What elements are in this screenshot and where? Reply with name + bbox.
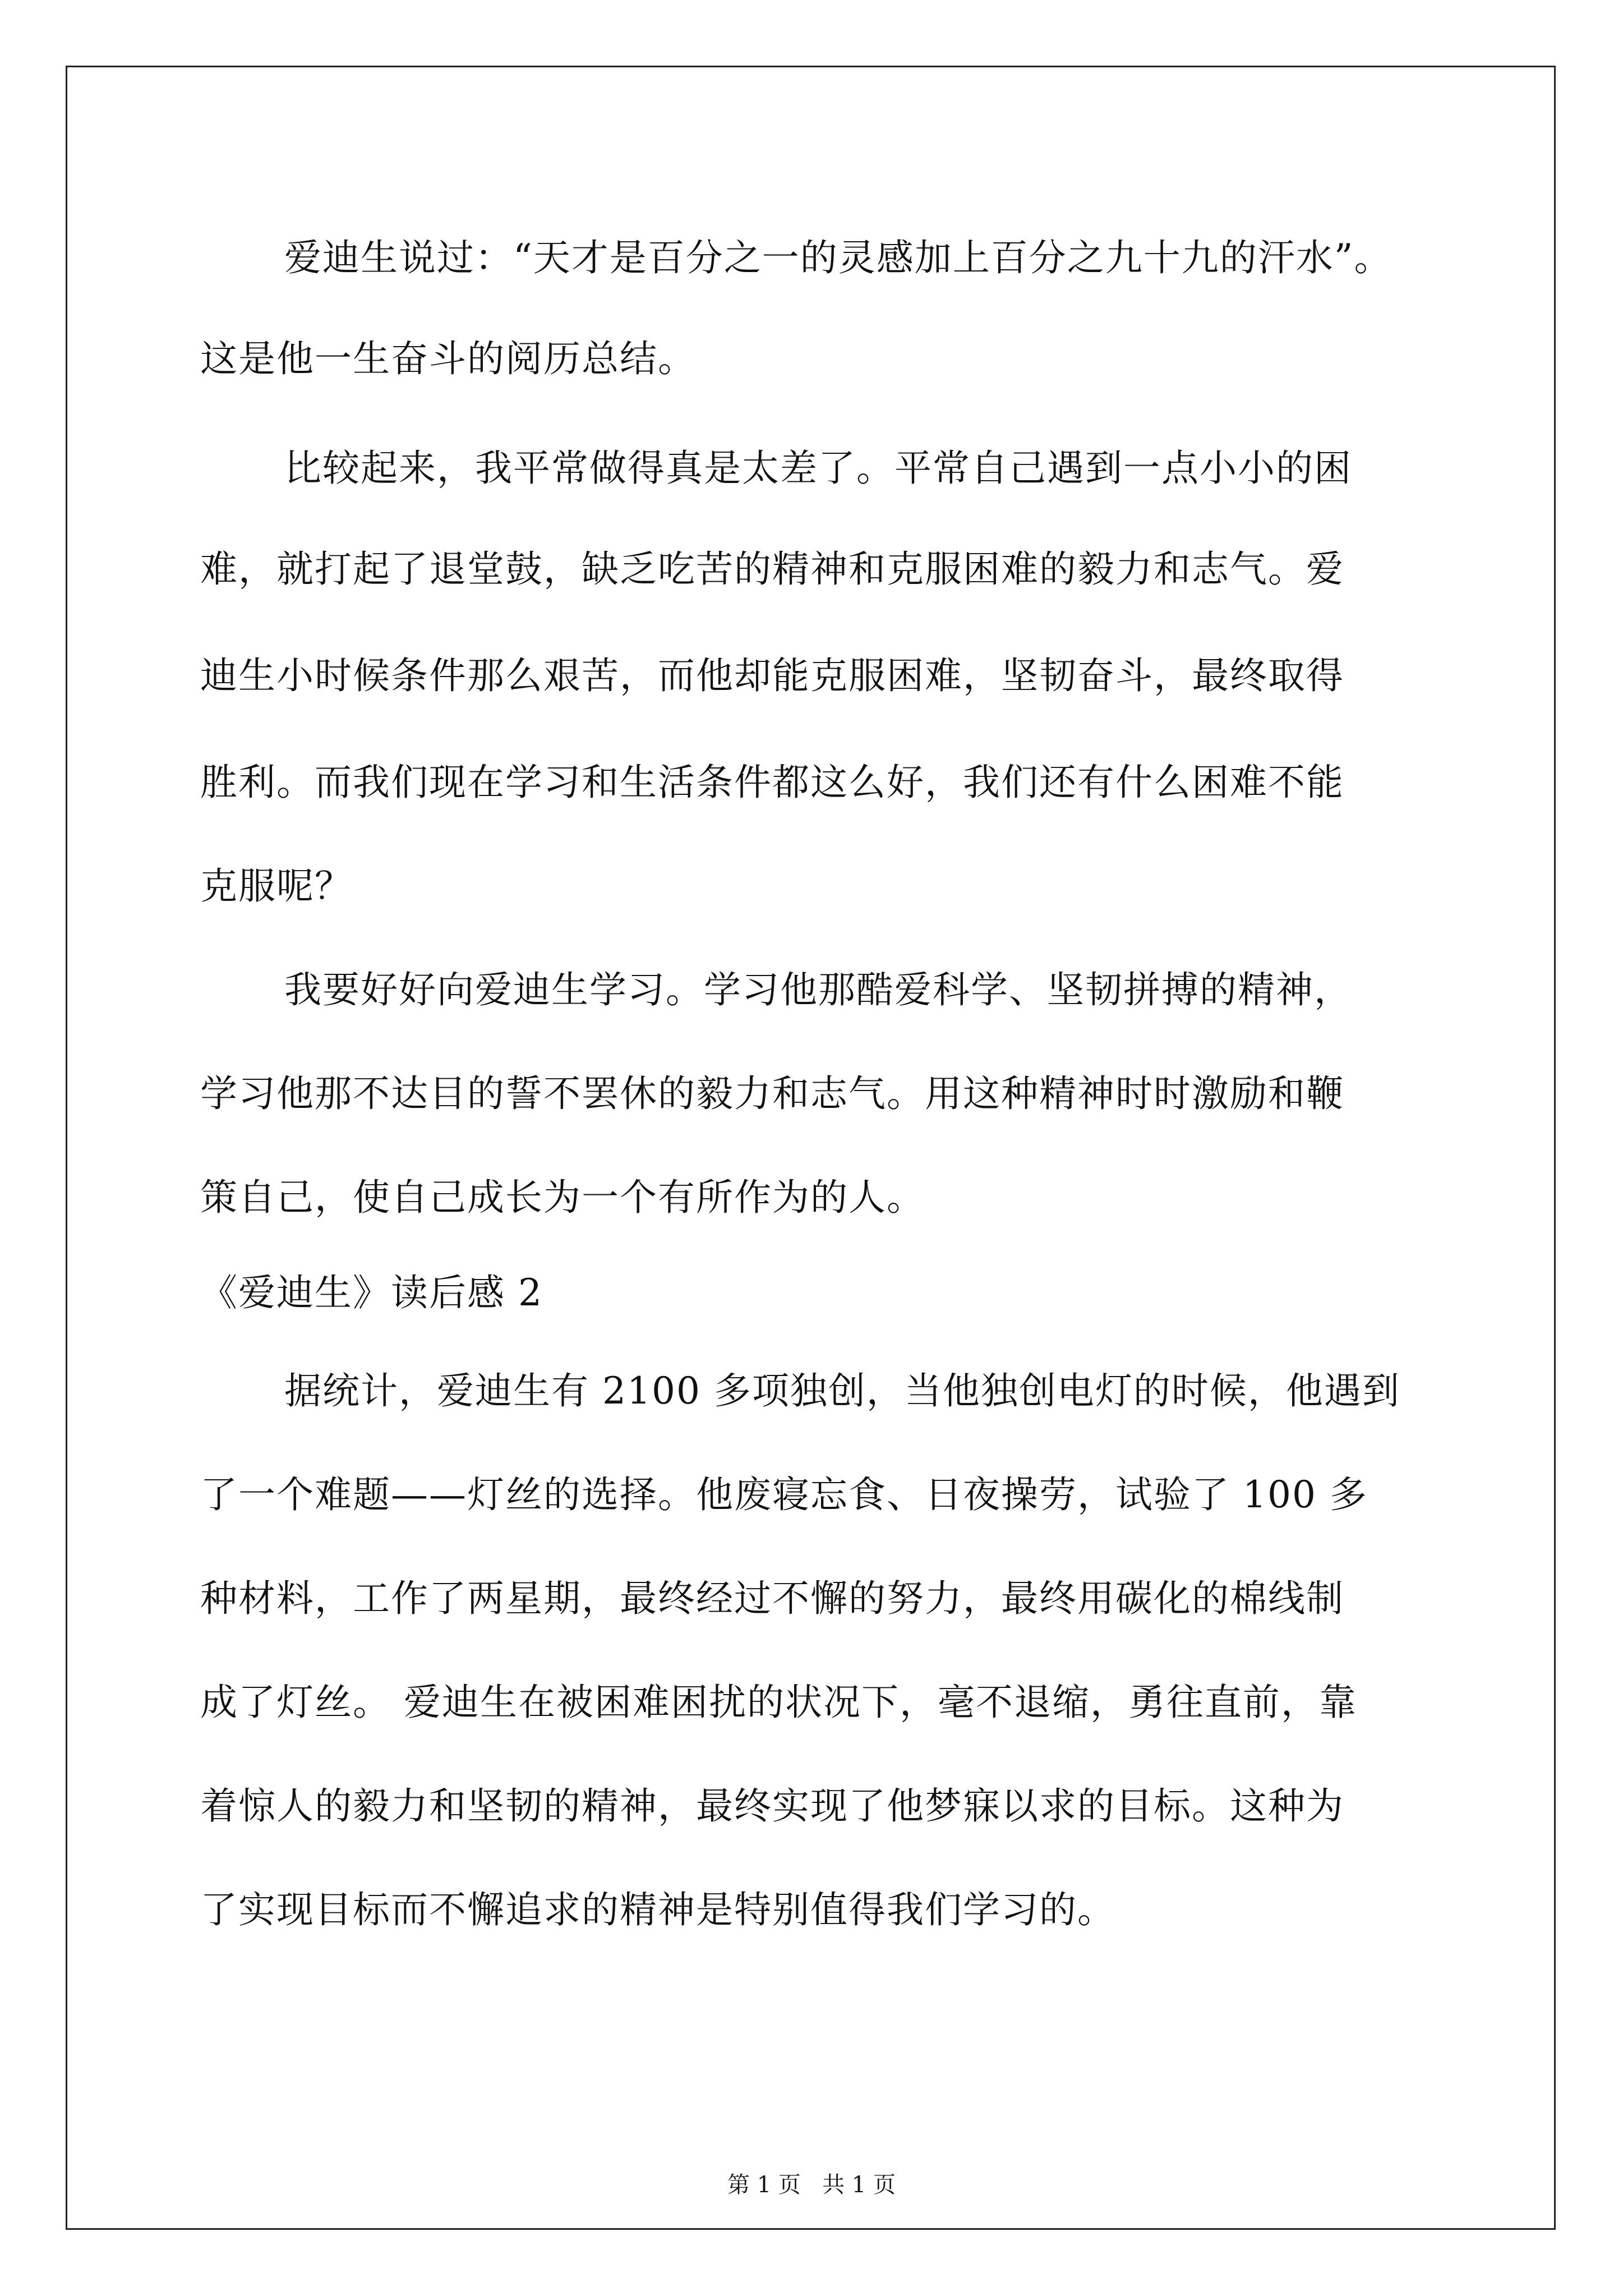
paragraph-1-line-2: 这是他一生奋斗的阅历总结。 [200,337,696,380]
section-heading: 《爱迪生》读后感 2 [200,1271,543,1314]
paragraph-2-line-5: 克服呢？ [200,864,353,908]
paragraph-4-line-6: 了实现目标而不懈追求的精神是特别值得我们学习的。 [200,1888,1115,1931]
paragraph-2-line-3: 迪生小时候条件那么艰苦，而他却能克服困难，坚韧奋斗，最终取得 [200,654,1344,697]
paragraph-2-line-1: 比较起来，我平常做得真是太差了。平常自己遇到一点小小的困 [284,447,1352,490]
paragraph-4-line-5: 着惊人的毅力和坚韧的精神，最终实现了他梦寐以求的目标。这种为 [200,1784,1344,1828]
paragraph-4-line-1: 据统计，爱迪生有 2100 多项独创，当他独创电灯的时候，他遇到 [284,1369,1400,1412]
paragraph-3-line-2: 学习他那不达目的誓不罢休的毅力和志气。用这种精神时时激励和鞭 [200,1072,1344,1115]
paragraph-4-line-3: 种材料，工作了两星期，最终经过不懈的努力，最终用碳化的棉线制 [200,1577,1344,1620]
paragraph-3-line-3: 策自己，使自己成长为一个有所作为的人。 [200,1176,925,1219]
paragraph-2-line-2: 难，就打起了退堂鼓，缺乏吃苦的精神和克服困难的毅力和志气。爱 [200,547,1344,591]
paragraph-4-line-2: 了一个难题——灯丝的选择。他废寝忘食、日夜操劳，试验了 100 多 [200,1473,1368,1516]
paragraph-3-line-1: 我要好好向爱迪生学习。学习他那酷爱科学、坚韧拼搏的精神， [284,968,1352,1011]
paragraph-1-line-1: 爱迪生说过：“天才是百分之一的灵感加上百分之九十九的汗水”。 [284,236,1393,279]
page-footer: 第 1 页 共 1 页 [727,2172,896,2198]
paragraph-4-line-4: 成了灯丝。 爱迪生在被困难困扰的状况下，毫不退缩，勇往直前，靠 [200,1681,1357,1724]
paragraph-2-line-4: 胜利。而我们现在学习和生活条件都这么好，我们还有什么困难不能 [200,761,1344,804]
